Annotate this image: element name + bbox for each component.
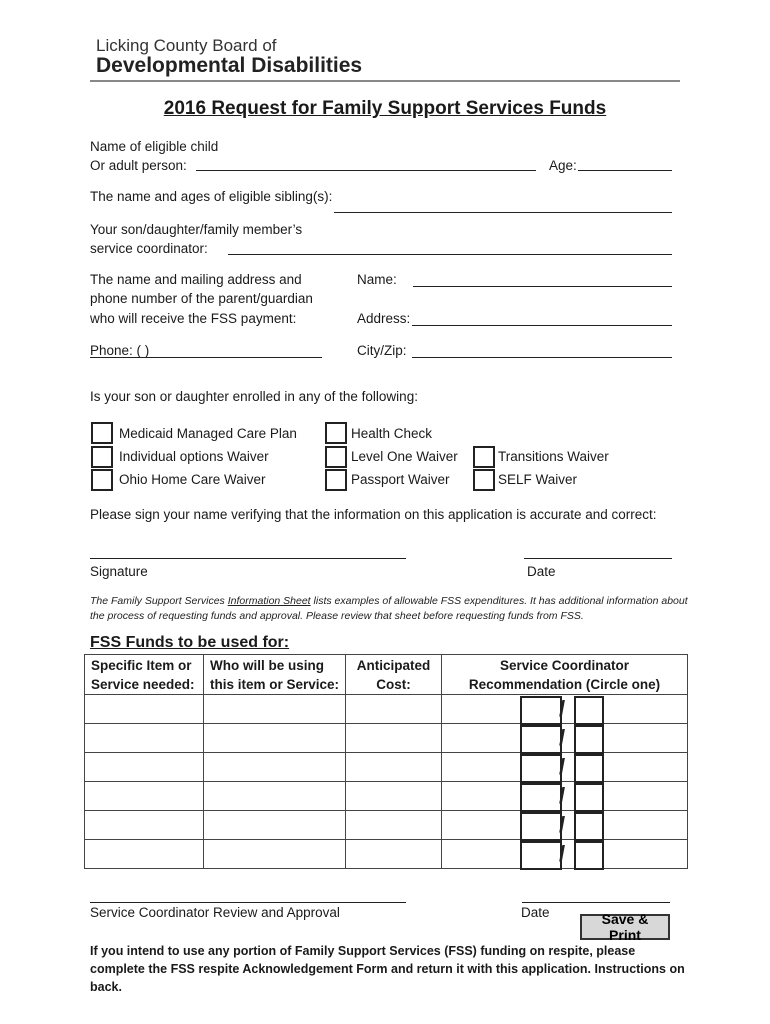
recommendation-cell xyxy=(442,811,688,840)
medicaid-checkbox[interactable] xyxy=(91,422,113,444)
cityzip-field[interactable] xyxy=(412,357,672,358)
recommend-option-box[interactable] xyxy=(574,754,604,783)
table-row xyxy=(85,753,688,782)
age-label: Age: xyxy=(549,158,577,173)
cost-cell[interactable] xyxy=(346,840,442,869)
child-name-label-line2: Or adult person: xyxy=(90,158,187,173)
page-title: 2016 Request for Family Support Services Funds xyxy=(163,98,607,119)
payee-label-line3: who will receive the FSS payment: xyxy=(90,311,297,326)
recommend-option-box[interactable] xyxy=(574,725,604,754)
recommend-option-box[interactable] xyxy=(520,783,562,812)
payee-label-line2: phone number of the parent/guardian xyxy=(90,291,313,306)
passport-label: Passport Waiver xyxy=(351,472,450,487)
enrollment-question: Is your son or daughter enrolled in any of the following: xyxy=(90,389,418,404)
signature-date-field[interactable] xyxy=(524,558,672,559)
item-cell[interactable] xyxy=(85,724,204,753)
signature-date-label: Date xyxy=(527,564,556,579)
coordinator-label-line1: Your son/daughter/family member’s xyxy=(90,222,303,237)
item-cell[interactable] xyxy=(85,695,204,724)
cost-cell[interactable] xyxy=(346,753,442,782)
self-waiver-label: SELF Waiver xyxy=(498,472,578,487)
recommend-option-box[interactable] xyxy=(574,783,604,812)
user-cell[interactable] xyxy=(204,811,346,840)
review-date-label: Date xyxy=(521,905,550,920)
coordinator-label-line2: service coordinator: xyxy=(90,241,208,256)
review-date-field[interactable] xyxy=(522,902,670,903)
name-label: Name: xyxy=(357,272,397,287)
save-print-button[interactable]: Save & Print xyxy=(580,914,670,940)
user-cell[interactable] xyxy=(204,782,346,811)
recommend-option-box[interactable] xyxy=(520,754,562,783)
payee-address-field[interactable] xyxy=(412,325,672,326)
passport-checkbox[interactable] xyxy=(325,469,347,491)
info-sheet-note: The Family Support Services Information Sheet lists examples of allowable FSS expenditures. It has additional information about the process of requesting funds and approval. Please review that sheet before requesting funds from FSS. xyxy=(90,595,688,622)
cost-cell[interactable] xyxy=(346,695,442,724)
table-row xyxy=(85,840,688,869)
phone-label: Phone: ( ) xyxy=(90,343,150,358)
col-header-user: Who will be using this item or Service: xyxy=(204,655,346,695)
siblings-label: The name and ages of eligible sibling(s): xyxy=(90,189,333,204)
recommend-option-box[interactable] xyxy=(520,841,562,870)
phone-field[interactable] xyxy=(90,357,322,358)
child-name-label-line1: Name of eligible child xyxy=(90,139,219,154)
cost-cell[interactable] xyxy=(346,724,442,753)
option-separator: / xyxy=(559,783,566,808)
header-divider xyxy=(90,80,680,82)
col-header-recommendation: Service Coordinator Recommendation (Circle one) xyxy=(442,655,688,695)
option-separator: / xyxy=(559,841,566,866)
health-check-checkbox[interactable] xyxy=(325,422,347,444)
ohio-home-care-checkbox[interactable] xyxy=(91,469,113,491)
self-waiver-checkbox[interactable] xyxy=(473,469,495,491)
funds-section-title: FSS Funds to be used for: xyxy=(90,634,290,651)
medicaid-label: Medicaid Managed Care Plan xyxy=(119,426,297,441)
review-signature-field[interactable] xyxy=(90,902,406,903)
recommend-option-box[interactable] xyxy=(574,841,604,870)
recommend-option-box[interactable] xyxy=(520,725,562,754)
payee-name-field[interactable] xyxy=(413,286,672,287)
funds-table xyxy=(84,654,688,869)
ohio-home-care-label: Ohio Home Care Waiver xyxy=(119,472,266,487)
individual-options-checkbox[interactable] xyxy=(91,446,113,468)
transitions-checkbox[interactable] xyxy=(473,446,495,468)
recommend-option-box[interactable] xyxy=(574,696,604,725)
option-separator: / xyxy=(559,754,566,779)
col-header-cost: Anticipated Cost: xyxy=(346,655,442,695)
respite-footer-note: If you intend to use any portion of Family Support Services (FSS) funding on respite, please complete the FSS respite Acknowledgement Form and return it with this application. Instructions on back. xyxy=(90,944,685,994)
recommendation-cell xyxy=(442,753,688,782)
table-row xyxy=(85,695,688,724)
item-cell[interactable] xyxy=(85,840,204,869)
level-one-checkbox[interactable] xyxy=(325,446,347,468)
item-cell[interactable] xyxy=(85,811,204,840)
cityzip-label: City/Zip: xyxy=(357,343,407,358)
information-sheet-link[interactable]: Information Sheet xyxy=(227,595,311,607)
user-cell[interactable] xyxy=(204,695,346,724)
transitions-label: Transitions Waiver xyxy=(498,449,609,464)
health-check-label: Health Check xyxy=(351,426,433,441)
user-cell[interactable] xyxy=(204,753,346,782)
org-name-line1: Licking County Board of xyxy=(96,36,277,55)
cost-cell[interactable] xyxy=(346,782,442,811)
level-one-label: Level One Waiver xyxy=(351,449,458,464)
recommend-option-box[interactable] xyxy=(520,812,562,841)
coordinator-field[interactable] xyxy=(228,254,672,255)
address-label: Address: xyxy=(357,311,411,326)
individual-options-label: Individual options Waiver xyxy=(119,449,269,464)
recommend-option-box[interactable] xyxy=(520,696,562,725)
option-separator: / xyxy=(559,812,566,837)
recommendation-cell xyxy=(442,782,688,811)
item-cell[interactable] xyxy=(85,782,204,811)
payee-label-line1: The name and mailing address and xyxy=(90,272,302,287)
review-label: Service Coordinator Review and Approval xyxy=(90,905,340,920)
option-separator: / xyxy=(559,696,566,721)
recommendation-cell xyxy=(442,724,688,753)
cost-cell[interactable] xyxy=(346,811,442,840)
item-cell[interactable] xyxy=(85,753,204,782)
org-name-line2: Developmental Disabilities xyxy=(96,54,363,77)
option-separator: / xyxy=(559,725,566,750)
recommendation-cell xyxy=(442,695,688,724)
col-header-item: Specific Item or Service needed: xyxy=(85,655,204,695)
signature-instruction: Please sign your name verifying that the information on this application is accurate and correct: xyxy=(90,507,657,522)
user-cell[interactable] xyxy=(204,840,346,869)
table-row xyxy=(85,724,688,753)
recommend-option-box[interactable] xyxy=(574,812,604,841)
recommendation-cell xyxy=(442,840,688,869)
age-field[interactable] xyxy=(578,170,672,171)
signature-field[interactable] xyxy=(90,558,406,559)
siblings-field[interactable] xyxy=(334,212,672,213)
signature-label: Signature xyxy=(90,564,148,579)
table-row xyxy=(85,782,688,811)
table-row xyxy=(85,811,688,840)
user-cell[interactable] xyxy=(204,724,346,753)
child-name-field[interactable] xyxy=(196,170,536,171)
